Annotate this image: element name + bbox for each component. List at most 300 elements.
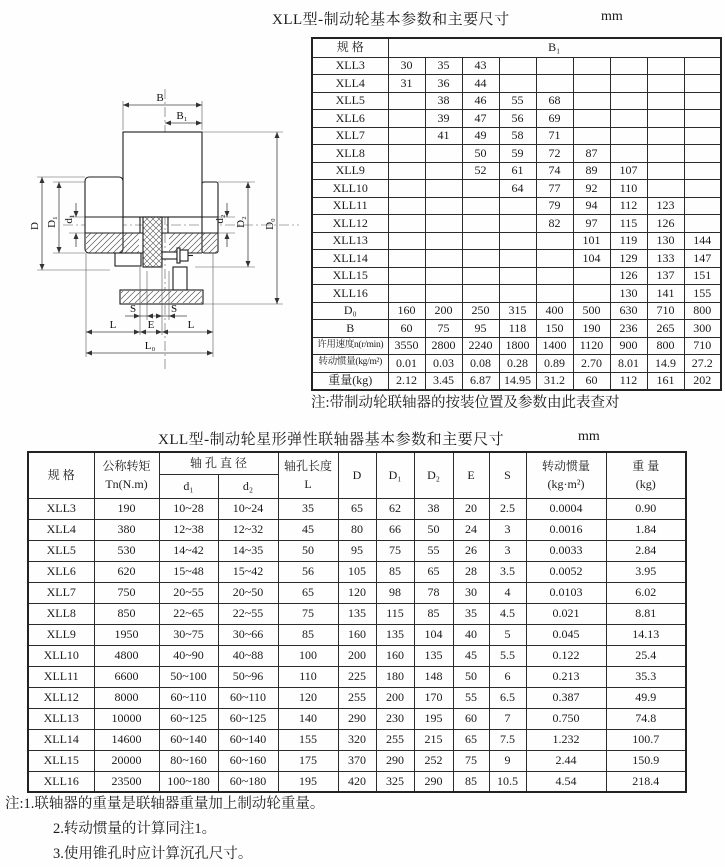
- table-cell: 800: [647, 337, 684, 355]
- table-cell: 3.5: [489, 561, 526, 582]
- table-cell: 59: [499, 145, 536, 163]
- table-cell: 0.03: [425, 355, 462, 373]
- table-cell: 370: [338, 750, 376, 771]
- coupling-table-body: [28, 498, 686, 792]
- table-row: [312, 250, 721, 268]
- table-cell: 530: [94, 540, 159, 561]
- table-cell: 155: [684, 285, 721, 303]
- table-cell: 104: [573, 250, 610, 268]
- table-cell: [388, 110, 425, 128]
- table-cell: 64: [499, 180, 536, 198]
- table-cell: 170: [414, 687, 453, 708]
- table-cell: 35: [278, 498, 338, 519]
- table-cell: 50: [462, 145, 499, 163]
- table-cell: [684, 127, 721, 145]
- drum-rim-hatch: [121, 291, 202, 303]
- table-cell: 2.12: [388, 372, 425, 390]
- inertia-header-line2: (kg·m²): [547, 477, 585, 492]
- table1-note: 注:带制动轮联轴器的按装位置及参数由此表查对: [311, 395, 620, 411]
- table-cell: 110: [278, 666, 338, 687]
- table-cell: 0.021: [526, 603, 606, 624]
- table-header-row: [312, 38, 721, 57]
- table-cell: 23500: [94, 771, 159, 792]
- table-cell: 190: [573, 320, 610, 338]
- table-cell: 0.08: [462, 355, 499, 373]
- table-cell: 60~110: [218, 687, 278, 708]
- table-cell: [388, 285, 425, 303]
- torque-header-line1: 公称转矩: [102, 459, 151, 474]
- table-cell: [684, 180, 721, 198]
- D-header: D: [338, 452, 376, 498]
- table-cell: 225: [338, 666, 376, 687]
- table-cell: [388, 127, 425, 145]
- table-cell: 2240: [462, 337, 499, 355]
- table-cell: [499, 75, 536, 93]
- table-cell: 6: [489, 666, 526, 687]
- table-cell: XLL8: [28, 603, 94, 624]
- S-header: S: [489, 452, 526, 498]
- table-cell: [462, 215, 499, 233]
- table-cell: 许用速度n(r/min): [312, 337, 388, 355]
- table-cell: 0.750: [526, 708, 606, 729]
- table-cell: 265: [647, 320, 684, 338]
- table-cell: 6600: [94, 666, 159, 687]
- table-cell: 60~140: [159, 729, 218, 750]
- table-cell: 50: [453, 666, 489, 687]
- table-cell: XLL13: [312, 232, 388, 250]
- table-cell: 100.7: [606, 729, 686, 750]
- E-header: E: [453, 452, 489, 498]
- table-cell: XLL15: [28, 750, 94, 771]
- table-row: [312, 302, 721, 320]
- table-cell: 30~75: [159, 624, 218, 645]
- footnote-3: 3.使用锥孔时应计算沉孔尺寸。: [53, 846, 253, 862]
- table-cell: 320: [338, 729, 376, 750]
- table-cell: 380: [94, 519, 159, 540]
- table-cell: 420: [338, 771, 376, 792]
- table-cell: XLL10: [312, 180, 388, 198]
- dim-label-L-right: L: [187, 319, 195, 331]
- table-cell: 71: [536, 127, 573, 145]
- table-cell: 80~160: [159, 750, 218, 771]
- table-cell: XLL16: [28, 771, 94, 792]
- table-cell: XLL6: [312, 110, 388, 128]
- table-row: [312, 180, 721, 198]
- table-row: [312, 267, 721, 285]
- table-cell: 151: [684, 267, 721, 285]
- table-cell: [425, 180, 462, 198]
- table-cell: 218.4: [606, 771, 686, 792]
- table-row: [28, 561, 686, 582]
- table-cell: 3: [489, 540, 526, 561]
- table-cell: 105: [338, 561, 376, 582]
- bolt-head: [180, 250, 188, 261]
- table-cell: 22~65: [159, 603, 218, 624]
- d1-subheader: d₁: [159, 474, 218, 498]
- table-cell: 100~180: [159, 771, 218, 792]
- table-cell: 290: [414, 771, 453, 792]
- table-cell: 60~140: [218, 729, 278, 750]
- table-cell: [462, 232, 499, 250]
- table-cell: [647, 127, 684, 145]
- table-row: [312, 127, 721, 145]
- table-cell: 118: [499, 320, 536, 338]
- table-row: [28, 750, 686, 771]
- table-cell: 4.54: [526, 771, 606, 792]
- table-cell: 4.5: [489, 603, 526, 624]
- table-cell: [425, 145, 462, 163]
- table-cell: B: [312, 320, 388, 338]
- torque-header: [94, 452, 159, 498]
- table-cell: [499, 57, 536, 75]
- footnote-1: 注:1.联轴器的重量是联轴器重量加上制动轮重量。: [5, 796, 325, 812]
- table-cell: XLL8: [312, 145, 388, 163]
- dim-label-B1: B₁: [176, 110, 188, 122]
- torque-header-line2: Tn(N.m): [105, 477, 148, 492]
- table-cell: [647, 145, 684, 163]
- table-cell: 6.5: [489, 687, 526, 708]
- table-row: [312, 57, 721, 75]
- table-cell: XLL11: [312, 197, 388, 215]
- table-cell: 148: [414, 666, 453, 687]
- table-cell: 38: [425, 92, 462, 110]
- table-cell: 49.9: [606, 687, 686, 708]
- table-cell: [388, 180, 425, 198]
- table-row: [312, 197, 721, 215]
- table-cell: [647, 110, 684, 128]
- table-cell: 190: [94, 498, 159, 519]
- table-cell: 65: [278, 582, 338, 603]
- table-row: [28, 645, 686, 666]
- table-cell: XLL9: [312, 162, 388, 180]
- table-cell: 50~100: [159, 666, 218, 687]
- table-cell: 31.2: [536, 372, 573, 390]
- table-cell: 141: [647, 285, 684, 303]
- bore-length-line1: 轴孔长度: [284, 459, 333, 474]
- table-cell: [425, 197, 462, 215]
- table-cell: 115: [376, 603, 414, 624]
- weight-header-line1: 重 量: [632, 459, 660, 474]
- table-cell: 3.45: [425, 372, 462, 390]
- table-cell: [425, 162, 462, 180]
- table-cell: 35.3: [606, 666, 686, 687]
- table-cell: 14.95: [499, 372, 536, 390]
- table-cell: 56: [499, 110, 536, 128]
- table-cell: 195: [414, 708, 453, 729]
- table-cell: 4800: [94, 645, 159, 666]
- table-cell: [684, 197, 721, 215]
- table-cell: 315: [499, 302, 536, 320]
- table-cell: D₀: [312, 302, 388, 320]
- table-cell: [684, 162, 721, 180]
- table-cell: [610, 110, 647, 128]
- table-cell: [647, 75, 684, 93]
- table-cell: 85: [376, 561, 414, 582]
- table-row: [312, 110, 721, 128]
- table-row: [312, 337, 721, 355]
- table-cell: 120: [278, 687, 338, 708]
- table-cell: [573, 127, 610, 145]
- table-cell: 230: [376, 708, 414, 729]
- table-cell: XLL10: [28, 645, 94, 666]
- table-row: [28, 498, 686, 519]
- table-cell: 10.5: [489, 771, 526, 792]
- d2-subheader: d₂: [218, 474, 278, 498]
- table-cell: 400: [536, 302, 573, 320]
- table-cell: [573, 75, 610, 93]
- table-cell: 5: [489, 624, 526, 645]
- table-cell: 20~50: [218, 582, 278, 603]
- table-cell: 112: [610, 372, 647, 390]
- table-cell: 重量(kg): [312, 372, 388, 390]
- table-cell: 98: [376, 582, 414, 603]
- table-cell: 50~96: [218, 666, 278, 687]
- table-cell: 0.0004: [526, 498, 606, 519]
- table-cell: 45: [453, 645, 489, 666]
- table-cell: XLL4: [28, 519, 94, 540]
- table-cell: 130: [647, 232, 684, 250]
- table-cell: 28: [453, 561, 489, 582]
- table-cell: 8.01: [610, 355, 647, 373]
- table-cell: 290: [376, 750, 414, 771]
- table-cell: 100: [278, 645, 338, 666]
- table-cell: 58: [499, 127, 536, 145]
- table-cell: [536, 250, 573, 268]
- bore-diameter-header: 轴 孔 直 径: [159, 452, 278, 474]
- table-cell: 10000: [94, 708, 159, 729]
- table-cell: [462, 285, 499, 303]
- table-row: [28, 603, 686, 624]
- table-cell: 50: [414, 519, 453, 540]
- table-cell: 8000: [94, 687, 159, 708]
- table-cell: [536, 57, 573, 75]
- table-cell: 710: [684, 337, 721, 355]
- table-cell: 250: [462, 302, 499, 320]
- table-cell: XLL5: [28, 540, 94, 561]
- table-cell: [536, 267, 573, 285]
- table-cell: XLL11: [28, 666, 94, 687]
- table-cell: 44: [462, 75, 499, 93]
- table-cell: 69: [536, 110, 573, 128]
- table-cell: 9: [489, 750, 526, 771]
- table-cell: 300: [684, 320, 721, 338]
- inertia-header-line1: 转动惯量: [542, 459, 591, 474]
- table-row: [312, 372, 721, 390]
- table-cell: 0.01: [388, 355, 425, 373]
- table-row: [28, 624, 686, 645]
- table-cell: XLL7: [312, 127, 388, 145]
- table-cell: 85: [278, 624, 338, 645]
- table-cell: [388, 267, 425, 285]
- table-cell: 3: [489, 519, 526, 540]
- table-row: [28, 771, 686, 792]
- table-cell: 1120: [573, 337, 610, 355]
- table-cell: 500: [573, 302, 610, 320]
- table-cell: 1.232: [526, 729, 606, 750]
- table-cell: 20000: [94, 750, 159, 771]
- table-cell: 79: [536, 197, 573, 215]
- table-cell: 110: [610, 180, 647, 198]
- table-cell: XLL5: [312, 92, 388, 110]
- table-cell: [684, 215, 721, 233]
- table-cell: 5.5: [489, 645, 526, 666]
- table-cell: 0.122: [526, 645, 606, 666]
- table-cell: 126: [610, 267, 647, 285]
- table-cell: 129: [610, 250, 647, 268]
- table-cell: 200: [425, 302, 462, 320]
- table-cell: 75: [376, 540, 414, 561]
- bolt-shaft: [162, 252, 177, 259]
- table-cell: 15~48: [159, 561, 218, 582]
- dim-label-S-left: S: [129, 303, 137, 315]
- table-cell: [425, 232, 462, 250]
- table-cell: 6.87: [462, 372, 499, 390]
- table-cell: 95: [338, 540, 376, 561]
- table-cell: 147: [684, 250, 721, 268]
- table-cell: 85: [453, 771, 489, 792]
- table-cell: [462, 197, 499, 215]
- table-cell: 1.84: [606, 519, 686, 540]
- table-cell: 155: [278, 729, 338, 750]
- table-cell: 135: [414, 645, 453, 666]
- table-cell: 72: [536, 145, 573, 163]
- table-cell: 133: [647, 250, 684, 268]
- table-cell: 55: [414, 540, 453, 561]
- dim-label-D1: D₁: [46, 216, 58, 228]
- table-cell: [425, 285, 462, 303]
- table-cell: 195: [278, 771, 338, 792]
- table-cell: 135: [338, 603, 376, 624]
- table-cell: 45: [278, 519, 338, 540]
- table-cell: [425, 267, 462, 285]
- table-cell: 0.90: [606, 498, 686, 519]
- table-cell: 8.81: [606, 603, 686, 624]
- table-cell: 60~125: [159, 708, 218, 729]
- table-cell: 150: [536, 320, 573, 338]
- table-cell: [684, 92, 721, 110]
- table-cell: 14~42: [159, 540, 218, 561]
- table-cell: 2.44: [526, 750, 606, 771]
- table-cell: 75: [278, 603, 338, 624]
- table-row: [28, 582, 686, 603]
- table-cell: 255: [376, 729, 414, 750]
- table-header-row-1: [28, 452, 686, 474]
- table-cell: 3.95: [606, 561, 686, 582]
- table-cell: 290: [338, 708, 376, 729]
- table-cell: XLL12: [312, 215, 388, 233]
- coupling-table: [27, 451, 687, 793]
- table-cell: 119: [610, 232, 647, 250]
- table-cell: 94: [573, 197, 610, 215]
- table-cell: 26: [453, 540, 489, 561]
- table-cell: [610, 57, 647, 75]
- b1-column-header: B₁: [388, 38, 721, 57]
- inertia-header: [526, 452, 606, 498]
- table-cell: [499, 232, 536, 250]
- right-hub-hatch: [169, 234, 217, 253]
- table-cell: 620: [94, 561, 159, 582]
- table-cell: XLL14: [312, 250, 388, 268]
- spec-header: 规 格: [28, 452, 94, 498]
- table-cell: 0.387: [526, 687, 606, 708]
- table2-title: XLL型-制动轮星形弹性联轴器基本参数和主要尺寸: [158, 432, 505, 448]
- table-cell: 20~55: [159, 582, 218, 603]
- table-cell: 36: [425, 75, 462, 93]
- table-cell: [684, 145, 721, 163]
- left-hub-hatch: [86, 234, 139, 253]
- table-cell: [684, 110, 721, 128]
- table-cell: 转动惯量(kg/m²): [312, 355, 388, 373]
- table-cell: 20: [453, 498, 489, 519]
- table-cell: 112: [610, 197, 647, 215]
- table-cell: [647, 162, 684, 180]
- coupling-section-drawing: [15, 75, 305, 410]
- table-cell: [462, 250, 499, 268]
- table-cell: 0.0016: [526, 519, 606, 540]
- table-cell: 30: [453, 582, 489, 603]
- table-cell: XLL12: [28, 687, 94, 708]
- table-cell: 66: [376, 519, 414, 540]
- table-cell: 60~125: [218, 708, 278, 729]
- table-cell: 710: [647, 302, 684, 320]
- table-cell: 35: [425, 57, 462, 75]
- table-cell: 35: [453, 603, 489, 624]
- table-cell: 60~160: [218, 750, 278, 771]
- table-cell: 900: [610, 337, 647, 355]
- table-cell: [499, 285, 536, 303]
- table-cell: 104: [414, 624, 453, 645]
- table-cell: 77: [536, 180, 573, 198]
- brake-wheel-table: [311, 37, 722, 391]
- table-cell: 62: [376, 498, 414, 519]
- table-cell: 123: [647, 197, 684, 215]
- table-cell: XLL3: [312, 57, 388, 75]
- table-cell: 140: [278, 708, 338, 729]
- table-row: [312, 75, 721, 93]
- table-row: [312, 145, 721, 163]
- table-cell: 850: [94, 603, 159, 624]
- table-cell: 137: [647, 267, 684, 285]
- table-cell: 75: [425, 320, 462, 338]
- table-row: [28, 729, 686, 750]
- table-cell: [536, 285, 573, 303]
- table-cell: [425, 215, 462, 233]
- table-cell: 15~42: [218, 561, 278, 582]
- table-cell: 52: [462, 162, 499, 180]
- table-cell: 3550: [388, 337, 425, 355]
- table-cell: [573, 57, 610, 75]
- table-cell: 180: [376, 666, 414, 687]
- table-cell: 97: [573, 215, 610, 233]
- table-cell: [610, 92, 647, 110]
- dim-label-D: D: [29, 222, 41, 230]
- table-cell: 175: [278, 750, 338, 771]
- table-cell: 0.0103: [526, 582, 606, 603]
- table-cell: 200: [376, 687, 414, 708]
- table-cell: [499, 250, 536, 268]
- table-cell: [388, 215, 425, 233]
- table-cell: [462, 267, 499, 285]
- brake-wheel-table-body: [312, 57, 721, 390]
- table-cell: 4: [489, 582, 526, 603]
- table-cell: 630: [610, 302, 647, 320]
- table-cell: 10~24: [218, 498, 278, 519]
- table-cell: 75: [453, 750, 489, 771]
- table-cell: 120: [338, 582, 376, 603]
- table-cell: [536, 232, 573, 250]
- table1-title: XLL型-制动轮基本参数和主要尺寸: [272, 12, 510, 28]
- table-cell: 0.89: [536, 355, 573, 373]
